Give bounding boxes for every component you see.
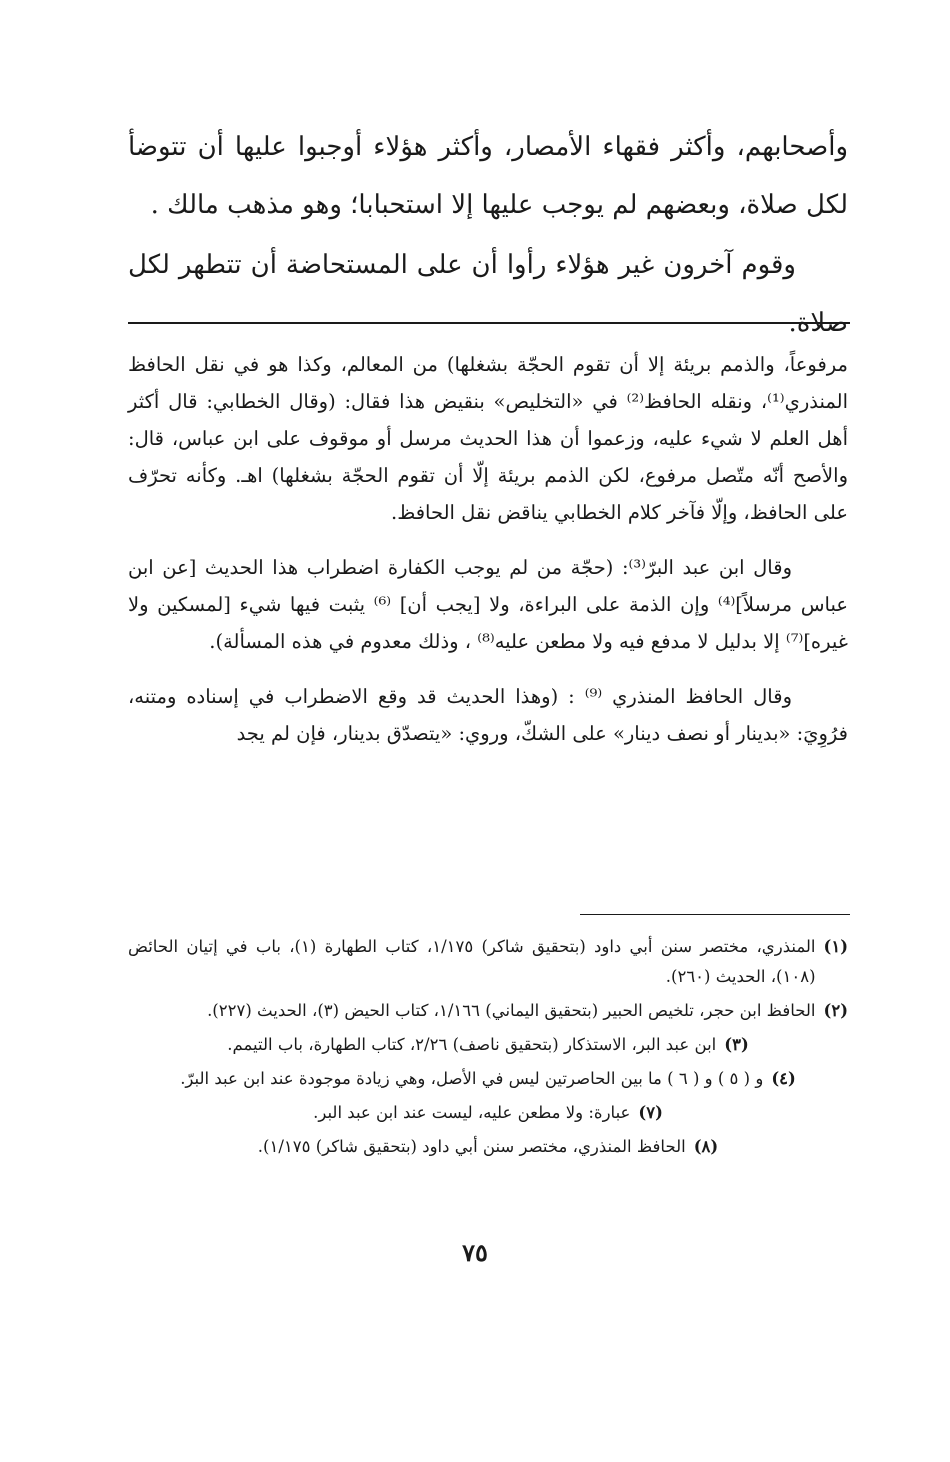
footnote-number: (٨) bbox=[693, 1137, 719, 1156]
footnote-number: (٢) bbox=[823, 1001, 848, 1020]
footnote-text: و ( ٥ ) و ( ٦ ) ما بين الحاصرتين ليس في الأصل، وهي زيادة موجودة عند ابن عبد البرّ. bbox=[180, 1069, 764, 1088]
main-paragraph-1: وأصحابهم، وأكثر فقهاء الأمصار، وأكثر هؤلاء أوجبوا عليها أن تتوضأ لكل صلاة، وبعضهم لم يوجب عليها إلا استحبابا؛ وهو مذهب مالك . bbox=[128, 132, 848, 220]
footnote-2 bbox=[128, 996, 848, 1026]
main-text bbox=[128, 118, 848, 352]
footnote-text: الحافظ ابن حجر، تلخيص الحبير (بتحقيق اليماني) ١/١٦٦، كتاب الحيض (٣)، الحديث (٢٢٧). bbox=[207, 1001, 816, 1020]
footnotes bbox=[128, 932, 848, 1166]
footnote-8 bbox=[128, 1132, 848, 1162]
footnote-text: ابن عبد البر، الاستذكار (بتحقيق ناصف) ٢/٢٦، كتاب الطهارة، باب التيمم. bbox=[227, 1035, 717, 1054]
commentary-paragraph-2: وقال ابن عبد البرّ⁽³⁾: (حجّة من لم يوجب الكفارة اضطراب هذا الحديث [عن ابن عباس مرسلاً]⁽⁴⁾ وإن الذمة على البراءة، ولا [يجب أن] ⁽⁶⁾ يثبت فيها شيء [لمسكين ولا غيره]⁽⁷⁾ إلا بدليل لا مدفع فيه ولا مطعن عليه⁽⁸⁾ ، وذلك معدوم في هذه المسألة). bbox=[128, 556, 848, 653]
footnote-3 bbox=[128, 1030, 848, 1060]
footnote-text: المنذري، مختصر سنن أبي داود (بتحقيق شاكر) ١/١٧٥، كتاب الطهارة (١)، باب في إتيان الحائض (١٠٨)، الحديث (٢٦٠). bbox=[128, 937, 816, 986]
footnote-number: (٧) bbox=[638, 1103, 663, 1122]
footnote-divider bbox=[580, 914, 850, 915]
footnote-1 bbox=[128, 932, 848, 992]
section-divider bbox=[128, 322, 850, 324]
footnote-number: (٤) bbox=[771, 1069, 796, 1088]
page-number: ٧٥ bbox=[462, 1238, 488, 1267]
footnote-7 bbox=[128, 1098, 848, 1128]
footnote-number: (٣) bbox=[724, 1035, 749, 1054]
commentary-text bbox=[128, 346, 848, 770]
main-paragraph-2: وقوم آخرون غير هؤلاء رأوا أن على المستحاضة أن تتطهر لكل صلاة. bbox=[128, 250, 848, 338]
commentary-paragraph-3: وقال الحافظ المنذري ⁽⁹⁾ : (وهذا الحديث قد وقع الاضطراب في إسناده ومتنه، فرُوِيَ: «بدينار أو نصف دينار» على الشكّ، وروي: «يتصدّق بدينار، فإن لم يجد bbox=[128, 685, 848, 745]
footnote-text: الحافظ المنذري، مختصر سنن أبي داود (بتحقيق شاكر) ١/١٧٥). bbox=[257, 1137, 686, 1156]
commentary-paragraph-1: مرفوعاً، والذمم بريئة إلا أن تقوم الحجّة بشغلها) من المعالم، وكذا هو في نقل الحافظ المنذري⁽¹⁾، ونقله الحافظ⁽²⁾ في «التخليص» بنقيض هذا فقال: (وقال الخطابي: قال أكثر أهل العلم لا شيء عليه، وزعموا أن هذا الحديث مرسل أو موقوف على ابن عباس، قال: والأصح أنّه متّصل مرفوع، لكن الذمم بريئة إلّا أن تقوم الحجّة بشغلها) اهـ. وكأنه تحرّف على الحافظ، وإلّا فآخر كلام الخطابي يناقض نقل الحافظ. bbox=[128, 353, 849, 524]
footnote-number: (١) bbox=[823, 937, 848, 956]
footnote-4 bbox=[128, 1064, 848, 1094]
footnote-text: عبارة: ولا مطعن عليه، ليست عند ابن عبد البر. bbox=[313, 1103, 631, 1122]
